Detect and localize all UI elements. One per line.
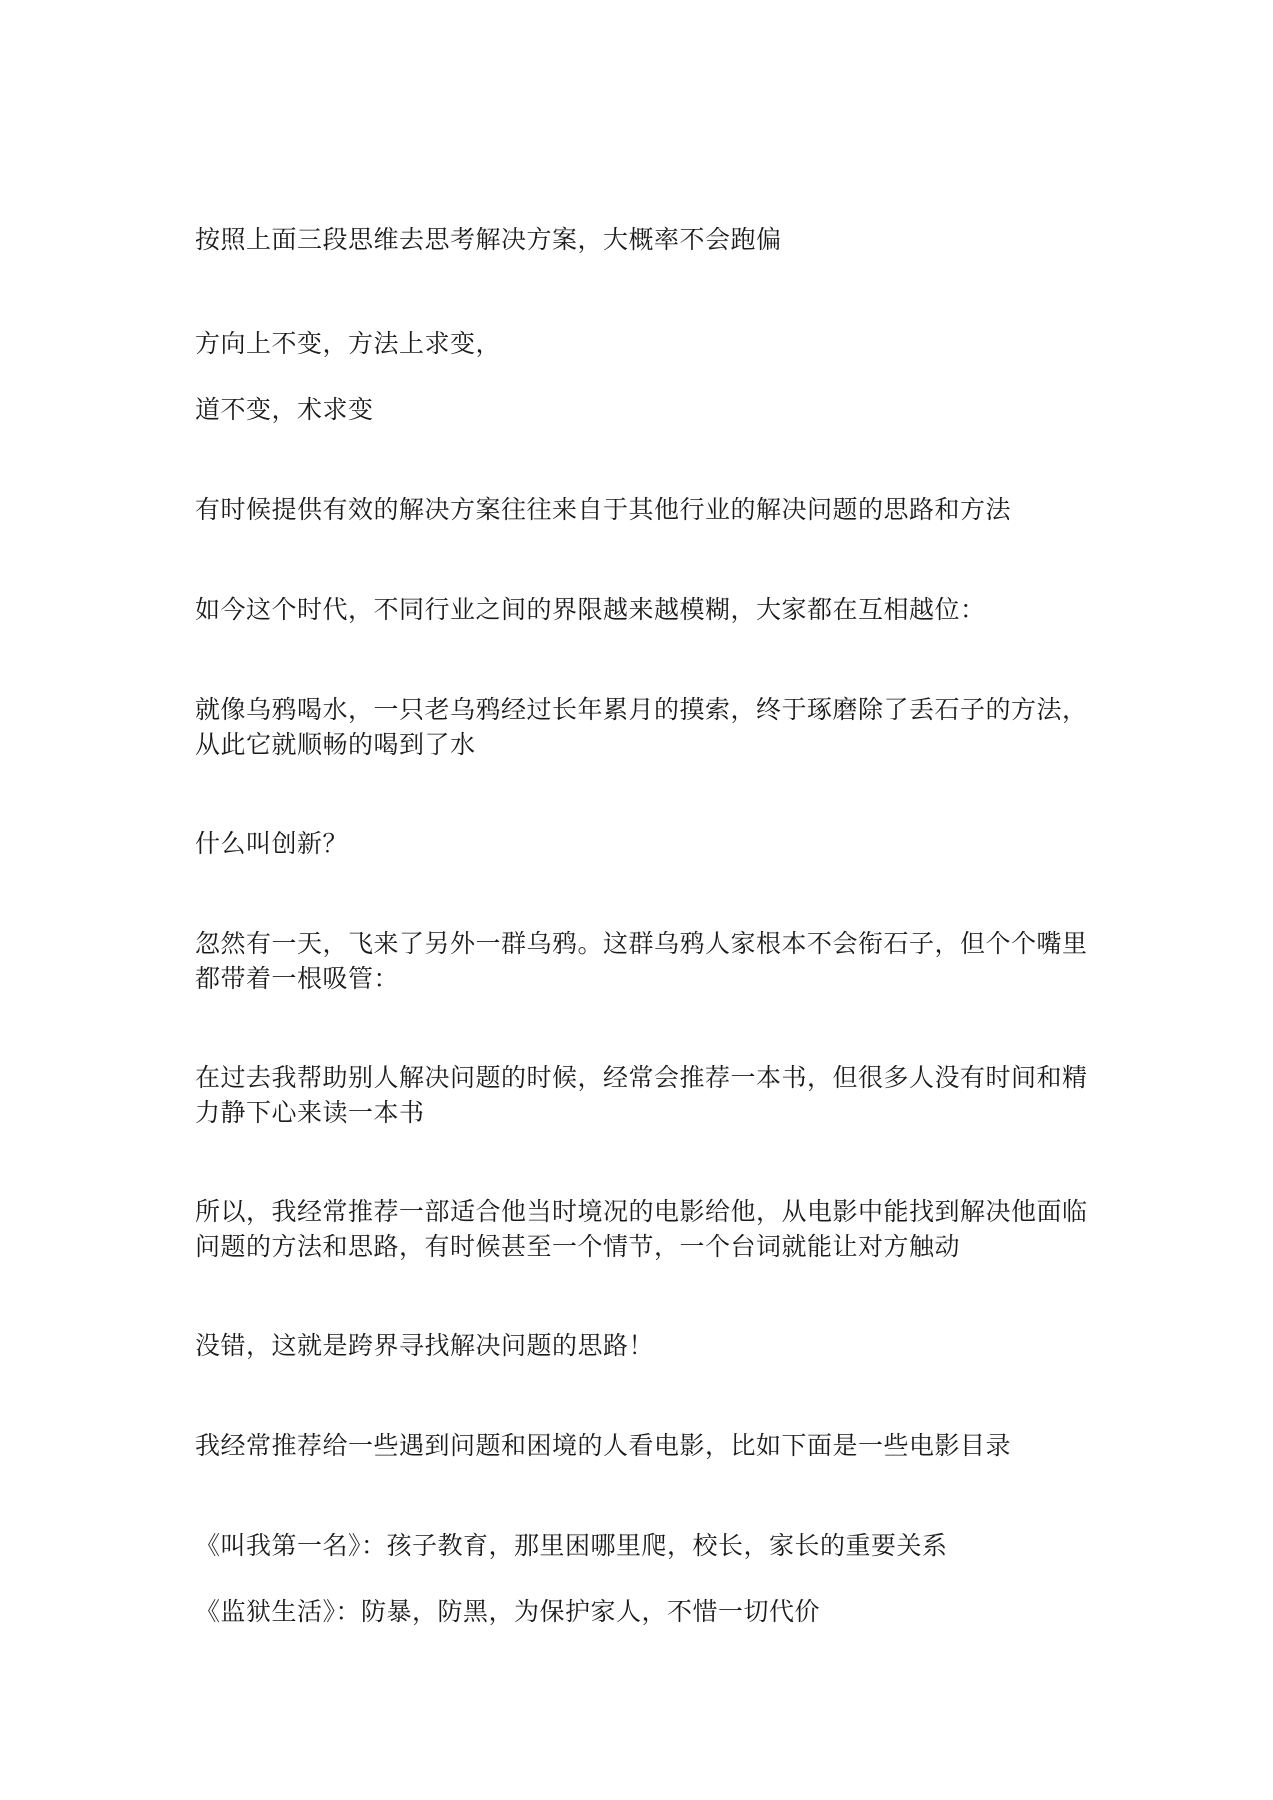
paragraph-6: 就像乌鸦喝水，一只老乌鸦经过长年累月的摸索，终于琢磨除了丢石子的方法， 从此它就顺畅的喝到了水 — [195, 695, 1088, 759]
paragraph-7: 什么叫创新？ — [195, 829, 349, 858]
movie-item-2: 《监狱生活》：防暴，防黑，为保护家人，不惜一切代价 — [195, 1597, 821, 1626]
paragraph-1: 按照上面三段思维去思考解决方案，大概率不会跑偏 — [195, 225, 782, 254]
paragraph-12: 我经常推荐给一些遇到问题和困境的人看电影，比如下面是一些电影目录 — [195, 1431, 1012, 1460]
paragraph-8: 忽然有一天，飞来了另外一群乌鸦。这群乌鸦人家根本不会衔石子，但个个嘴里 都带着一根吸管： — [195, 929, 1088, 993]
paragraph-11: 没错，这就是跨界寻找解决问题的思路！ — [195, 1331, 655, 1360]
paragraph-5: 如今这个时代，不同行业之间的界限越来越模糊，大家都在互相越位： — [195, 595, 986, 624]
paragraph-3: 道不变，术求变 — [195, 395, 374, 424]
paragraph-2: 方向上不变，方法上求变， — [195, 329, 502, 358]
movie-item-1: 《叫我第一名》：孩子教育，那里困哪里爬，校长，家长的重要关系 — [195, 1531, 948, 1560]
paragraph-9: 在过去我帮助别人解决问题的时候，经常会推荐一本书，但很多人没有时间和精 力静下心来读一本书 — [195, 1063, 1088, 1127]
paragraph-10: 所以，我经常推荐一部适合他当时境况的电影给他，从电影中能找到解决他面临 问题的方法和思路，有时候甚至一个情节，一个台词就能让对方触动 — [195, 1197, 1088, 1261]
paragraph-4: 有时候提供有效的解决方案往往来自于其他行业的解决问题的思路和方法 — [195, 495, 1012, 524]
